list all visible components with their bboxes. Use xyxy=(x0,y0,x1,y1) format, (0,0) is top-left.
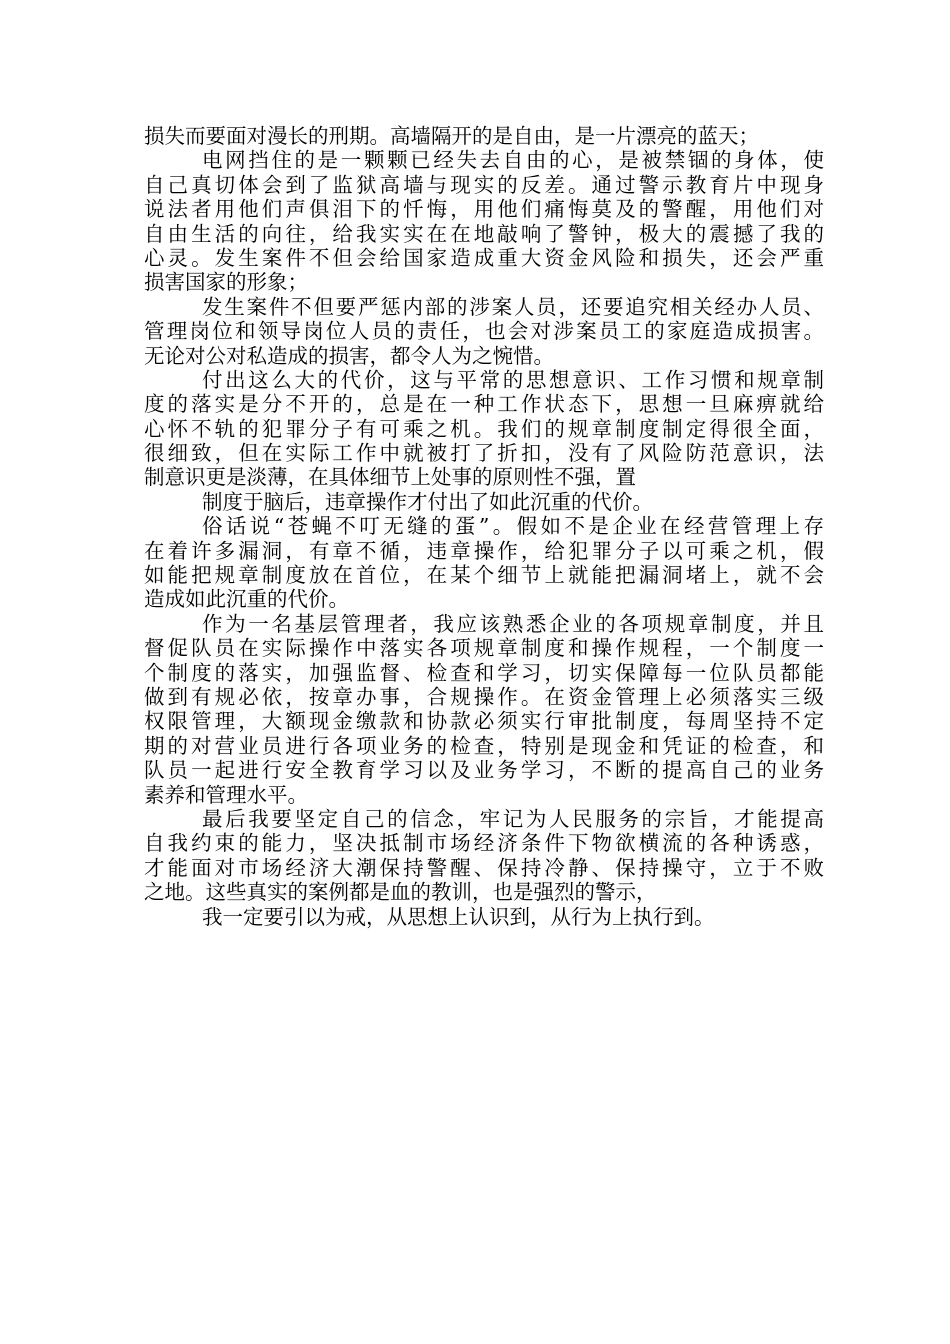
text-line: 如能把规章制度放在首位，在某个细节上就能把漏洞堵上，就不会 xyxy=(144,563,824,588)
text-line: 素养和管理水平。 xyxy=(144,782,308,807)
text-line: 在着许多漏洞，有章不循，违章操作，给犯罪分子以可乘之机，假 xyxy=(144,538,824,563)
text-line: 管理岗位和领导岗位人员的责任，也会对涉案员工的家庭造成损害。 xyxy=(144,319,824,344)
text-line: 自己真切体会到了监狱高墙与现实的反差。通过警示教育片中现身 xyxy=(144,172,824,197)
text-line: 才能面对市场经济大潮保持警醒、保持冷静、保持操守，立于不败 xyxy=(144,855,824,880)
text-line: 损害国家的形象； xyxy=(144,270,308,295)
text-line: 督促队员在实际操作中落实各项规章制度和操作规程，一个制度一 xyxy=(144,636,824,661)
text-line: 心灵。发生案件不但会给国家造成重大资金风险和损失，还会严重 xyxy=(144,245,824,270)
text-line: 个制度的落实，加强监督、检查和学习，切实保障每一位队员都能 xyxy=(144,660,824,685)
text-line: 自由生活的向往，给我实实在在地敲响了警钟，极大的震撼了我的 xyxy=(144,221,824,246)
text-line: 很细致，但在实际工作中就被打了折扣，没有了风险防范意识，法 xyxy=(144,441,824,466)
text-line: 我一定要引以为戒，从思想上认识到，从行为上执行到。 xyxy=(202,904,715,929)
text-line: 发生案件不但要严惩内部的涉案人员，还要追究相关经办人员、 xyxy=(202,294,824,319)
text-line: 做到有规必依，按章办事，合规操作。在资金管理上必须落实三级 xyxy=(144,684,824,709)
text-line: 制度于脑后，违章操作才付出了如此沉重的代价。 xyxy=(202,489,653,514)
text-line: 期的对营业员进行各项业务的检查，特别是现金和凭证的检查，和 xyxy=(144,733,824,758)
text-line: 心怀不轨的犯罪分子有可乘之机。我们的规章制度制定得很全面， xyxy=(144,416,824,441)
text-line: 之地。这些真实的案例都是血的教训，也是强烈的警示， xyxy=(144,880,657,905)
text-line: 造成如此沉重的代价。 xyxy=(144,587,349,612)
text-line: 付出这么大的代价，这与平常的思想意识、工作习惯和规章制 xyxy=(202,367,824,392)
text-line: 队员一起进行安全教育学习以及业务学习，不断的提高自己的业务 xyxy=(144,758,824,783)
text-line: 最后我要坚定自己的信念，牢记为人民服务的宗旨，才能提高 xyxy=(202,806,824,831)
document-body xyxy=(144,124,824,929)
text-line: 自我约束的能力，坚决抵制市场经济条件下物欲横流的各种诱惑， xyxy=(144,831,824,856)
text-line: 无论对公对私造成的损害，都令人为之惋惜。 xyxy=(144,343,554,368)
text-line: 俗话说“苍蝇不叮无缝的蛋”。假如不是企业在经营管理上存 xyxy=(202,514,824,539)
text-line: 权限管理，大额现金缴款和协款必须实行审批制度，每周坚持不定 xyxy=(144,709,824,734)
text-line: 作为一名基层管理者，我应该熟悉企业的各项规章制度，并且 xyxy=(202,611,824,636)
text-line: 说法者用他们声俱泪下的忏悔，用他们痛悔莫及的警醒，用他们对 xyxy=(144,197,824,222)
text-line: 损失而要面对漫长的刑期。高墙隔开的是自由，是一片漂亮的蓝天； xyxy=(144,124,759,148)
text-line: 电网挡住的是一颗颗已经失去自由的心，是被禁锢的身体，使 xyxy=(202,148,824,173)
text-line: 度的落实是分不开的，总是在一种工作状态下，思想一旦麻痹就给 xyxy=(144,392,824,417)
text-line: 制意识更是淡薄，在具体细节上处事的原则性不强，置 xyxy=(144,465,636,490)
